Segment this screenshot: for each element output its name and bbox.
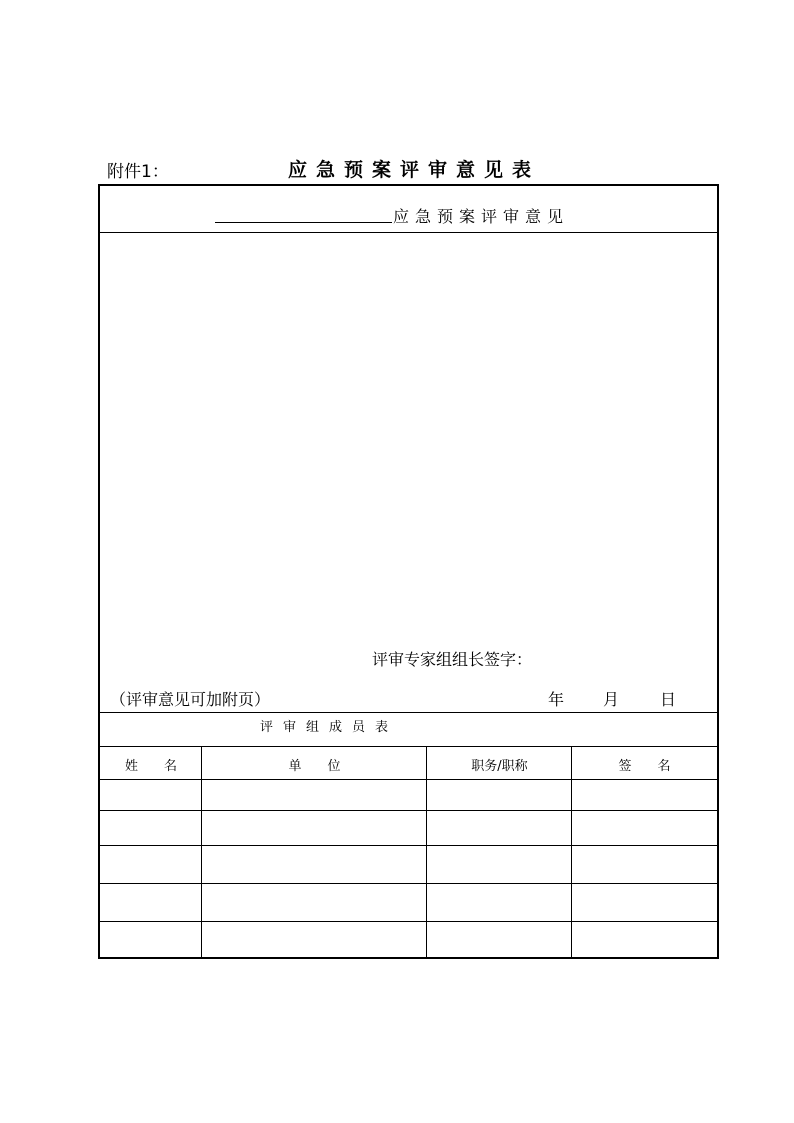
table-row-1-title-cell[interactable] (427, 780, 571, 810)
review-form (98, 184, 719, 959)
table-row-4-name-cell[interactable] (100, 884, 201, 921)
column-header-title: 职务/职称 (471, 759, 528, 774)
plan-name-blank-field[interactable] (215, 222, 392, 223)
table-row-1-unit-cell[interactable] (202, 780, 426, 810)
table-row-2-unit-cell[interactable] (202, 811, 426, 845)
attachment-note: （评审意见可加附页） (110, 690, 271, 709)
divider (100, 746, 717, 747)
table-row-5-title-cell[interactable] (427, 922, 571, 957)
leader-signature-label: 评审专家组组长签字： (372, 650, 533, 669)
members-table-title: 评审组成员表 (260, 720, 399, 735)
table-row-3-unit-cell[interactable] (202, 846, 426, 883)
subtitle-row (100, 186, 717, 232)
table-row-3-name-cell[interactable] (100, 846, 201, 883)
date-month-label: 月 (603, 690, 620, 709)
column-header-name: 姓 名 (124, 759, 177, 774)
table-row-2-title-cell[interactable] (427, 811, 571, 845)
form-subtitle: 应急预案评审意见 (393, 207, 570, 226)
table-row-4-signature-cell[interactable] (572, 884, 717, 921)
date-year-label: 年 (548, 690, 565, 709)
table-row-3-title-cell[interactable] (427, 846, 571, 883)
column-header-unit: 单 位 (288, 759, 341, 774)
table-row-2-signature-cell[interactable] (572, 811, 717, 845)
date-day-label: 日 (660, 690, 677, 709)
attachment-label: 附件1： (107, 162, 169, 182)
table-row-1-signature-cell[interactable] (572, 780, 717, 810)
table-row-1-name-cell[interactable] (100, 780, 201, 810)
table-row-4-unit-cell[interactable] (202, 884, 426, 921)
column-header-signature: 签 名 (618, 759, 671, 774)
divider (100, 712, 717, 713)
table-row-3-signature-cell[interactable] (572, 846, 717, 883)
page-title: 应急预案评审意见表 (288, 159, 541, 181)
opinion-text-area[interactable] (100, 233, 717, 712)
table-row-5-unit-cell[interactable] (202, 922, 426, 957)
table-row-5-name-cell[interactable] (100, 922, 201, 957)
table-row-5-signature-cell[interactable] (572, 922, 717, 957)
table-row-2-name-cell[interactable] (100, 811, 201, 845)
table-row-4-title-cell[interactable] (427, 884, 571, 921)
